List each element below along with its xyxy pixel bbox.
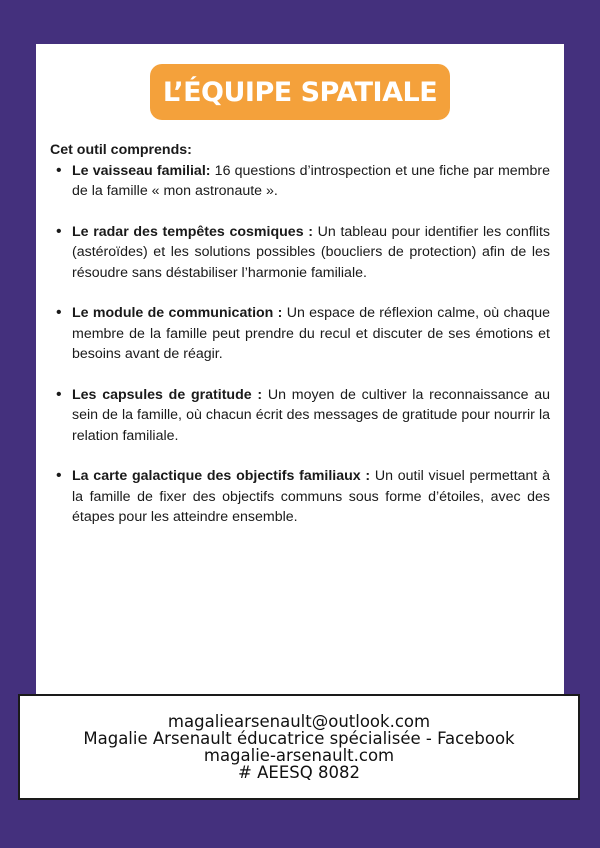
tool-list bbox=[50, 161, 550, 528]
intro-text: Cet outil comprends: bbox=[50, 142, 192, 158]
item-name: Les capsules de gratitude : bbox=[72, 386, 263, 403]
list-item bbox=[50, 466, 550, 528]
item-description: 16 questions d’introspection et une fiche par membre de la famille « mon astronaute ». bbox=[72, 162, 550, 199]
document-page bbox=[36, 44, 564, 696]
list-item bbox=[50, 385, 550, 447]
license-number: # AEESQ 8082 bbox=[238, 763, 360, 782]
item-description: Un moyen de cultiver la reconnaissance au sein de la famille, où chacun écrit des messages de gratitude pour nourrir la relation familiale. bbox=[72, 386, 550, 444]
item-description: Un outil visuel permettant à la famille de fixer des objectifs communs sous forme d’étoiles, avec des étapes pour les atteindre ensemble. bbox=[72, 468, 550, 525]
item-name: Le vaisseau familial: bbox=[72, 162, 211, 179]
item-name: La carte galactique des objectifs familiaux : bbox=[72, 468, 371, 484]
email-link[interactable]: magaliearsenault@outlook.com bbox=[167, 712, 431, 731]
list-item bbox=[50, 303, 550, 365]
item-description: Un espace de réflexion calme, où chaque membre de la famille peut prendre du recul et discuter de ses émotions et besoins avant de réagir. bbox=[72, 305, 550, 362]
item-name: Le radar des tempêtes cosmiques : bbox=[72, 223, 313, 240]
website-link[interactable]: magalie-arsenault.com bbox=[203, 746, 395, 765]
page-title: L’ÉQUIPE SPATIALE bbox=[150, 64, 450, 120]
contact-footer bbox=[18, 694, 580, 800]
list-item bbox=[50, 161, 550, 202]
content-section bbox=[50, 140, 550, 548]
item-name: Le module de communication : bbox=[72, 305, 283, 321]
list-item bbox=[50, 222, 550, 284]
item-description: Un tableau pour identifier les conflits (astéroïdes) et les solutions possibles (boucliers de protection) afin de les résoudre sans déstabiliser l’harmonie familiale. bbox=[72, 223, 550, 281]
facebook-link[interactable]: Magalie Arsenault éducatrice spécialisée - Facebook bbox=[83, 729, 515, 748]
